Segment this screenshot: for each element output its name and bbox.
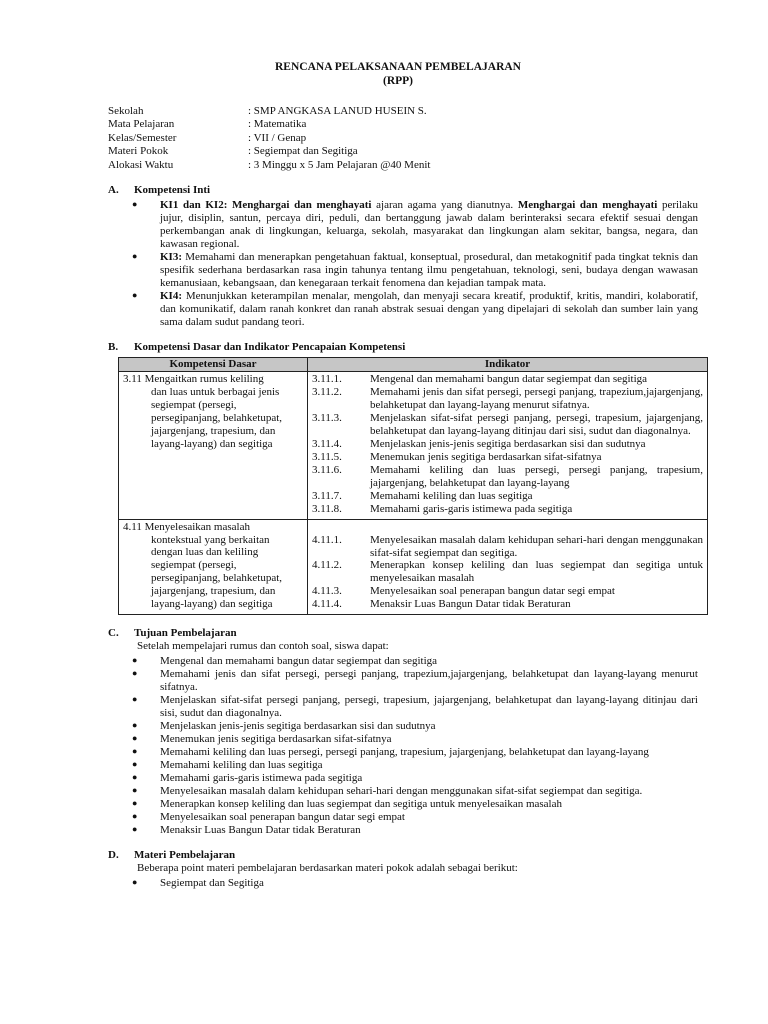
indicator-item — [312, 451, 703, 464]
identity-label: Alokasi Waktu — [108, 158, 174, 171]
col-header-indikator: Indikator — [308, 357, 708, 371]
ki12-text-2: perilaku jujur, disiplin, santun, percaya diri, peduli, dan bertanggung jawab dalam berinteraksi secara efektif sesuai dengan perkembangan anak di lingkungan, keluarga, sekolah, masyarakat dan lingkungan alam sekitar, bangsa, negara, dan kawasan regional. — [160, 199, 699, 251]
kd-indicator-table — [118, 357, 708, 615]
list-item: ● Menyelesaikan soal penerapan bangun datar segi empat — [108, 811, 698, 824]
indicator-item — [312, 598, 703, 611]
identity-value: : SMP ANGKASA LANUD HUSEIN S. — [248, 104, 427, 117]
identity-label: Kelas/Semester — [108, 131, 177, 144]
table-row — [119, 519, 708, 615]
indicator-item — [312, 534, 703, 560]
indicator-code: 3.11.6. — [312, 463, 342, 476]
tujuan-list — [108, 655, 698, 837]
ki4-item — [108, 290, 698, 329]
list-item: ● Memahami keliling dan luas segitiga — [108, 759, 698, 772]
indicator-code: 3.11.5. — [312, 450, 342, 463]
identity-block — [108, 105, 698, 173]
indicator-item — [312, 585, 703, 598]
identity-label: Mata Pelajaran — [108, 118, 175, 131]
section-b-heading — [108, 341, 698, 354]
indicator-item — [312, 373, 703, 386]
list-item: ● Memahami garis-garis istimewa pada segitiga — [108, 772, 698, 785]
ki3-bold: KI3: — [160, 251, 182, 264]
section-a-heading — [108, 184, 698, 197]
table-header-row — [119, 357, 708, 371]
section-c-heading — [108, 627, 698, 640]
indicator-code: 4.11.3. — [312, 585, 342, 598]
ki4-bold: KI4: — [160, 290, 182, 302]
section-letter: C. — [108, 627, 119, 640]
indicator-item — [312, 503, 703, 516]
indicator-text: Menemukan jenis segitiga berdasarkan sifat-sifatnya — [370, 450, 602, 463]
indicator-code: 3.11.3. — [312, 411, 342, 424]
title-line-2: (RPP) — [382, 75, 413, 88]
indicator-code: 3.11.2. — [312, 385, 342, 398]
section-letter: D. — [108, 848, 119, 861]
col-header-kd: Kompetensi Dasar — [119, 357, 308, 371]
indicator-text: Menjelaskan jenis-jenis segitiga berdasarkan sisi dan sudutnya — [370, 437, 646, 450]
indicator-text: Memahami keliling dan luas persegi, persegi panjang, trapesium, jajargenjang, belahketupat dan layang-layang — [370, 463, 703, 489]
indicator-item — [312, 412, 703, 438]
list-item: ● Menyelesaikan masalah dalam kehidupan sehari-hari dengan menggunakan sifat-sifat segiempat dan segitiga. — [108, 785, 698, 798]
indicator-text: Menyelesaikan soal penerapan bangun datar segi empat — [370, 585, 615, 598]
identity-value: : VII / Genap — [248, 131, 307, 144]
identity-row — [108, 159, 698, 173]
section-d-heading — [108, 849, 698, 862]
materi-list — [108, 877, 698, 890]
indicator-text: Menaksir Luas Bangun Datar tidak Beraturan — [370, 598, 571, 611]
indicator-item — [312, 464, 703, 490]
identity-row — [108, 145, 698, 159]
indicator-code: 3.11.4. — [312, 437, 342, 450]
table-row — [119, 371, 708, 519]
indicator-text: Mengenal dan memahami bangun datar segiempat dan segitiga — [370, 372, 648, 385]
section-title: Materi Pembelajaran — [134, 848, 236, 861]
identity-row — [108, 105, 698, 119]
indikator-cell — [308, 519, 708, 615]
indicator-text: Memahami garis-garis istimewa pada segitiga — [370, 502, 573, 515]
indicator-code: 3.11.7. — [312, 489, 342, 502]
identity-value: : Segiempat dan Segitiga — [248, 145, 358, 158]
kd-first-line: 3.11 Mengaitkan rumus keliling — [123, 372, 264, 385]
list-item: ● Menerapkan konsep keliling dan luas segiempat dan segitiga untuk menyelesaikan masalah — [108, 798, 698, 811]
indicator-text: Menerapkan konsep keliling dan luas segiempat dan segitiga untuk menyelesaikan masalah — [370, 559, 703, 585]
ki3-item — [108, 251, 698, 290]
indicator-item — [312, 490, 703, 503]
identity-value: : 3 Minggu x 5 Jam Pelajaran @40 Menit — [248, 158, 431, 171]
kd-rest: dan luas untuk berbagai jenis segiempat (persegi, persegipanjang, belahketupat, jajargenjang, trapesium, dan layang-layang) dan segitiga — [151, 385, 283, 450]
ki12-bold-2: Menghargai dan menghayati — [517, 199, 658, 212]
document-title — [98, 60, 698, 89]
kd-cell — [119, 519, 308, 615]
identity-label: Materi Pokok — [108, 145, 169, 158]
ki-list — [108, 199, 698, 329]
kd-cell — [119, 371, 308, 519]
title-line-1: RENCANA PELAKSANAAN PEMBELAJARAN — [275, 61, 521, 73]
indicator-code: 4.11.2. — [312, 559, 342, 572]
list-item: ● Memahami jenis dan sifat persegi, persegi panjang, trapezium,jajargenjang, belahketupat dan layang-layang menurut sifatnya. — [108, 668, 698, 694]
indicator-text: Memahami keliling dan luas segitiga — [370, 489, 533, 502]
indikator-cell — [308, 371, 708, 519]
list-item: ● Menjelaskan jenis-jenis segitiga berdasarkan sisi dan sudutnya — [108, 720, 698, 733]
list-item: ● Memahami keliling dan luas persegi, persegi panjang, trapesium, jajargenjang, belahketupat dan layang-layang — [108, 746, 698, 759]
indicator-code: 3.11.1. — [312, 372, 342, 385]
ki4-text: Menunjukkan keterampilan menalar, mengolah, dan menyaji secara kreatif, produktif, kritis, mandiri, kolaboratif, dan komunikatif, dalam ranah konkret dan ranah abstrak sesuai dengan yang dipelajari di sekolah dan sumber lain yang sama dalam sudut pandang teori. — [160, 290, 698, 328]
ki12-text-1: ajaran agama yang dianutnya. — [371, 199, 518, 212]
identity-label: Sekolah — [108, 104, 144, 117]
indicator-code: 4.11.1. — [312, 533, 342, 546]
kd-rest: kontekstual yang berkaitan dengan luas dan keliling segiempat (persegi, persegipanjang, belahketupat, jajargenjang, trapesium, dan layang-layang) dan segitiga — [151, 533, 283, 611]
identity-row — [108, 118, 698, 132]
section-title: Kompetensi Dasar dan Indikator Pencapaian Kompetensi — [134, 340, 406, 353]
indicator-text: Memahami jenis dan sifat persegi, persegi panjang, trapezium,jajargenjang, belahketupat dan layang-layang menurut sifatnya. — [370, 385, 703, 411]
identity-value: : Matematika — [248, 118, 307, 131]
section-c-intro: Setelah mempelajari rumus dan contoh soal, siswa dapat: — [137, 640, 389, 653]
section-title: Kompetensi Inti — [134, 184, 211, 197]
list-item: ● Menaksir Luas Bangun Datar tidak Beraturan — [108, 824, 698, 837]
ki12-bold-1: KI1 dan KI2: Menghargai dan menghayati — [160, 199, 372, 212]
section-title: Tujuan Pembelajaran — [134, 627, 237, 640]
indicator-item — [312, 438, 703, 451]
indicator-text: Menjelaskan sifat-sifat persegi panjang, persegi, trapesium, jajargenjang, belahketupat dan layang-layang ditinjau dari sisi, sudut dan diagonalnya. — [370, 411, 703, 437]
list-item: ● Menjelaskan sifat-sifat persegi panjang, persegi, trapesium, jajargenjang, belahketupat dan layang-layang ditinjau dari sisi, sudut dan diagonalnya. — [108, 694, 698, 720]
kd-first-line: 4.11 Menyelesaikan masalah — [123, 520, 250, 533]
section-letter: B. — [108, 340, 119, 353]
identity-row — [108, 132, 698, 146]
ki12-item — [108, 199, 698, 251]
section-letter: A. — [108, 184, 119, 197]
indicator-item — [312, 386, 703, 412]
list-item: ● Menemukan jenis segitiga berdasarkan sifat-sifatnya — [108, 733, 698, 746]
ki3-text: Memahami dan menerapkan pengetahuan faktual, konseptual, prosedural, dan metakognitif pada tingkat teknis dan spesifik sederhana berdasarkan rasa ingin tahunya tentang ilmu pengetahuan, teknologi, seni, budaya dengan wawasan kemanusiaan, kebangsaan, dan kenegaraan terkait fenomena dan kejadian tampak mata. — [160, 251, 698, 290]
section-d-intro: Beberapa point materi pembelajaran berdasarkan materi pokok adalah sebagai berikut: — [137, 861, 518, 874]
indicator-code: 3.11.8. — [312, 502, 342, 515]
indicator-text: Menyelesaikan masalah dalam kehidupan sehari-hari dengan menggunakan sifat-sifat segiempat dan segitiga. — [370, 533, 703, 559]
indicator-code: 4.11.4. — [312, 598, 342, 611]
indicator-item — [312, 559, 703, 585]
list-item: ● Segiempat dan Segitiga — [108, 877, 698, 890]
list-item: ● Mengenal dan memahami bangun datar segiempat dan segitiga — [108, 655, 698, 668]
